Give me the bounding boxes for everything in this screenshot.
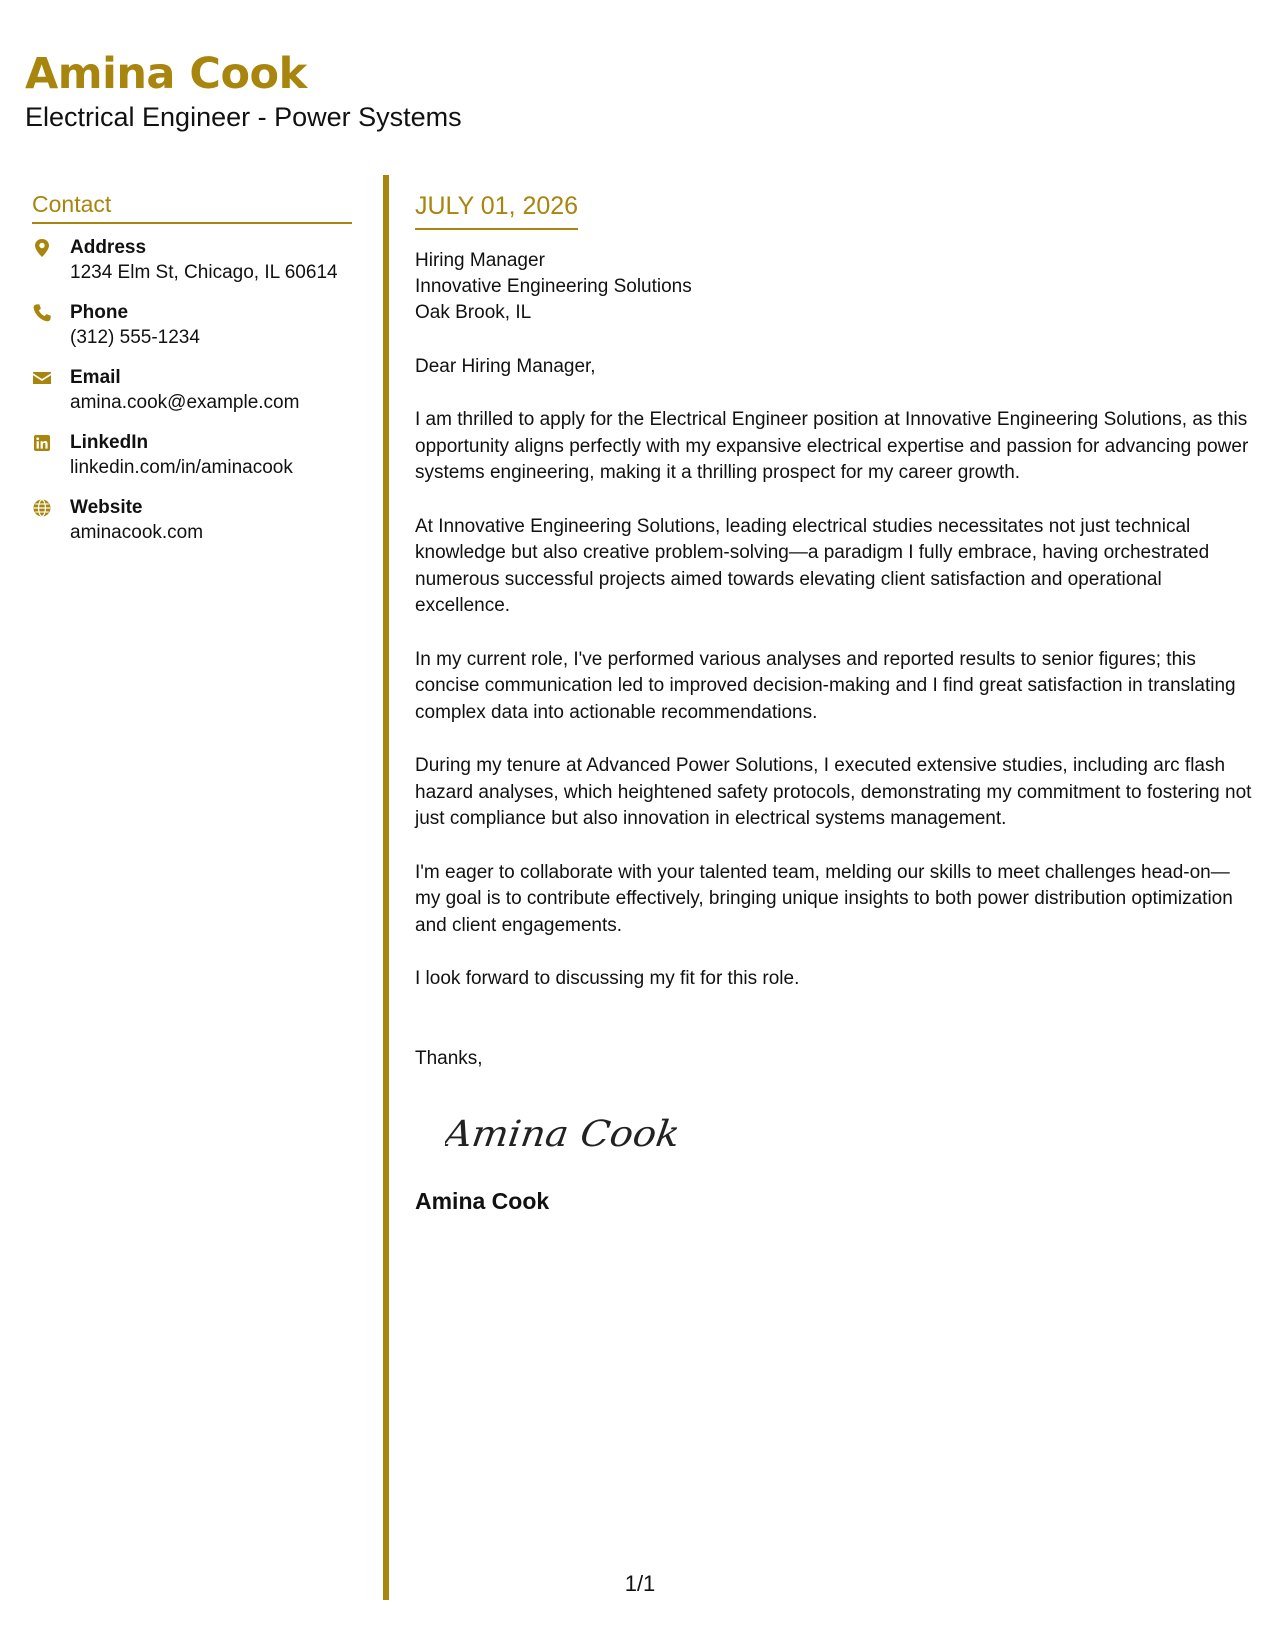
job-title: Electrical Engineer - Power Systems bbox=[25, 102, 462, 132]
contact-heading: Contact bbox=[32, 190, 352, 224]
address-value: 1234 Elm St, Chicago, IL 60614 bbox=[70, 262, 338, 283]
signature-text: Amina Cook bbox=[445, 1111, 668, 1155]
globe-icon bbox=[32, 498, 52, 518]
phone-value: (312) 555-1234 bbox=[70, 327, 200, 348]
letter-paragraph: At Innovative Engineering Solutions, leading electrical studies necessitates not just technical knowledge but also creative problem-solving—a paradigm I fully embrace, having orchestrated numerous successful projects aimed towards elevating client satisfaction and operational excellence. bbox=[415, 515, 1210, 616]
contact-linkedin bbox=[32, 431, 352, 480]
contact-phone bbox=[32, 301, 352, 350]
recipient-company: Innovative Engineering Solutions bbox=[415, 276, 692, 297]
email-value: amina.cook@example.com bbox=[70, 392, 300, 413]
email-label: Email bbox=[70, 367, 121, 388]
recipient-block bbox=[415, 248, 1255, 326]
phone-icon bbox=[32, 303, 52, 323]
linkedin-icon bbox=[32, 433, 52, 453]
handwritten-signature bbox=[445, 1102, 695, 1162]
website-value: aminacook.com bbox=[70, 522, 204, 543]
contact-website bbox=[32, 496, 352, 545]
salutation: Dear Hiring Manager, bbox=[415, 356, 596, 377]
website-label: Website bbox=[70, 497, 143, 518]
phone-label: Phone bbox=[70, 302, 129, 323]
contact-email bbox=[32, 366, 352, 415]
map-pin-icon bbox=[32, 238, 52, 258]
cover-letter bbox=[415, 190, 1255, 1215]
letter-paragraph: I am thrilled to apply for the Electrical Engineer position at Innovative Engineering Solutions, as this opportunity aligns perfectly with my expansive electrical expertise and passion for advancing power systems engineering, making it a thrilling prospect for my career growth. bbox=[415, 409, 1249, 483]
address-label: Address bbox=[70, 237, 147, 258]
contact-address bbox=[32, 236, 352, 285]
linkedin-value: linkedin.com/in/aminacook bbox=[70, 457, 293, 478]
linkedin-label: LinkedIn bbox=[70, 432, 149, 453]
letter-paragraph: In my current role, I've performed various analyses and reported results to senior figures; this concise communication led to improved decision-making and I find great satisfaction in translating complex data into actionable recommendations. bbox=[415, 648, 1236, 723]
recipient-location: Oak Brook, IL bbox=[415, 302, 532, 323]
signed-name: Amina Cook bbox=[415, 1187, 550, 1214]
applicant-name: Amina Cook bbox=[25, 49, 307, 99]
vertical-divider bbox=[383, 175, 389, 1600]
letter-paragraph: I'm eager to collaborate with your talented team, melding our skills to meet challenges head-on—my goal is to contribute effectively, bringing unique insights to both power distribution optimization and client engagements. bbox=[415, 861, 1233, 936]
closing: Thanks, bbox=[415, 1047, 483, 1069]
envelope-icon bbox=[32, 368, 52, 388]
letter-date: JULY 01, 2026 bbox=[415, 190, 578, 230]
letter-paragraph: I look forward to discussing my fit for this role. bbox=[415, 968, 800, 989]
page-number: 1/1 bbox=[624, 1571, 656, 1596]
recipient-name: Hiring Manager bbox=[415, 250, 545, 271]
resume-header bbox=[25, 48, 462, 134]
letter-paragraph: During my tenure at Advanced Power Solutions, I executed extensive studies, including arc flash hazard analyses, which heightened safety protocols, demonstrating my commitment to fostering not just compliance but also innovation in electrical systems management. bbox=[415, 755, 1252, 829]
contact-sidebar bbox=[32, 190, 352, 561]
